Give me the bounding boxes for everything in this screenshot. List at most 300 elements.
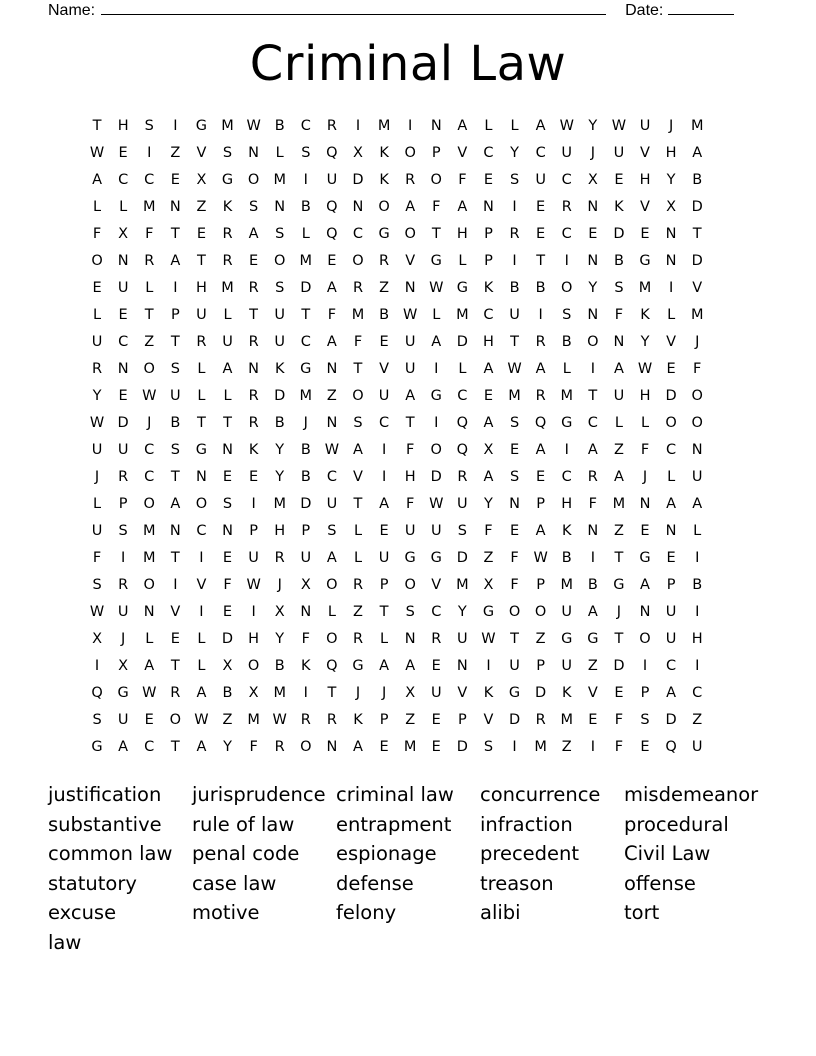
grid-letter[interactable]: G	[430, 388, 442, 404]
grid-letter[interactable]: E	[666, 361, 676, 377]
grid-letter[interactable]: A	[248, 226, 259, 242]
grid-letter[interactable]: I	[434, 361, 439, 377]
grid-letter[interactable]: K	[222, 199, 233, 215]
grid-letter[interactable]: S	[327, 523, 337, 539]
grid-letter[interactable]: V	[196, 145, 207, 161]
grid-letter[interactable]: Z	[561, 739, 572, 755]
grid-letter[interactable]: K	[301, 658, 311, 674]
grid-letter[interactable]: N	[169, 199, 181, 215]
grid-letter[interactable]: G	[378, 226, 390, 242]
grid-letter[interactable]: V	[640, 145, 650, 161]
grid-letter[interactable]: A	[457, 199, 468, 215]
grid-letter[interactable]: O	[404, 145, 416, 161]
grid-letter[interactable]: H	[248, 631, 260, 647]
grid-letter[interactable]: N	[587, 253, 599, 269]
grid-letter[interactable]: T	[431, 226, 441, 242]
grid-letter[interactable]: O	[300, 739, 312, 755]
grid-letter[interactable]: A	[170, 496, 181, 512]
grid-letter[interactable]: I	[173, 577, 178, 593]
grid-letter[interactable]: A	[587, 604, 598, 620]
grid-letter[interactable]: V	[640, 199, 650, 215]
grid-letter[interactable]: A	[692, 496, 703, 512]
grid-letter[interactable]: Q	[91, 685, 103, 701]
grid-letter[interactable]: A	[222, 361, 233, 377]
grid-letter[interactable]: V	[379, 361, 390, 377]
grid-letter[interactable]: V	[405, 253, 416, 269]
grid-letter[interactable]: W	[89, 415, 105, 431]
grid-letter[interactable]: T	[353, 496, 363, 512]
grid-letter[interactable]: O	[273, 253, 286, 269]
grid-letter[interactable]: E	[536, 199, 546, 215]
grid-letter[interactable]: Y	[588, 280, 598, 296]
grid-letter[interactable]: D	[274, 388, 286, 404]
grid-letter[interactable]: O	[534, 604, 547, 620]
grid-letter[interactable]: R	[352, 631, 364, 647]
grid-letter[interactable]: I	[590, 361, 595, 377]
grid-letter[interactable]: D	[300, 280, 312, 296]
grid-letter[interactable]: T	[92, 118, 102, 134]
grid-letter[interactable]: Y	[223, 739, 232, 755]
grid-letter[interactable]: T	[223, 415, 232, 431]
grid-letter[interactable]: M	[403, 739, 417, 755]
grid-letter[interactable]: T	[510, 631, 519, 647]
grid-letter[interactable]: F	[588, 496, 597, 512]
grid-letter[interactable]: K	[561, 685, 572, 701]
grid-letter[interactable]: I	[564, 253, 569, 269]
grid-letter[interactable]: X	[353, 145, 363, 161]
grid-letter[interactable]: C	[118, 172, 129, 188]
grid-letter[interactable]: C	[144, 442, 155, 458]
grid-letter[interactable]: H	[639, 388, 651, 404]
grid-letter[interactable]: P	[379, 577, 389, 593]
grid-letter[interactable]: Z	[692, 712, 703, 728]
grid-letter[interactable]: D	[430, 469, 442, 485]
grid-letter[interactable]: O	[326, 631, 338, 647]
grid-letter[interactable]: U	[535, 172, 546, 188]
grid-letter[interactable]: P	[118, 496, 128, 512]
grid-letter[interactable]: I	[538, 307, 543, 323]
grid-letter[interactable]: U	[457, 631, 468, 647]
grid-letter[interactable]: R	[509, 226, 520, 242]
grid-letter[interactable]: Q	[326, 658, 338, 674]
grid-letter[interactable]: M	[560, 712, 573, 728]
grid-letter[interactable]: U	[509, 307, 520, 323]
grid-letter[interactable]: M	[273, 496, 286, 512]
grid-letter[interactable]: O	[352, 388, 364, 404]
grid-letter[interactable]: N	[509, 496, 520, 512]
grid-letter[interactable]: W	[89, 145, 105, 161]
grid-letter[interactable]: F	[432, 199, 441, 215]
grid-letter[interactable]: H	[665, 145, 677, 161]
grid-letter[interactable]: Z	[353, 604, 363, 620]
grid-letter[interactable]: U	[170, 388, 181, 404]
grid-letter[interactable]: M	[560, 577, 573, 593]
grid-letter[interactable]: I	[695, 658, 700, 674]
grid-letter[interactable]: T	[170, 658, 180, 674]
grid-letter[interactable]: Y	[640, 334, 650, 350]
grid-letter[interactable]: R	[352, 280, 364, 296]
grid-letter[interactable]: F	[614, 307, 624, 323]
grid-letter[interactable]: U	[691, 739, 703, 755]
grid-letter[interactable]: G	[91, 739, 103, 755]
grid-letter[interactable]: R	[248, 334, 259, 350]
grid-letter[interactable]: L	[145, 631, 154, 647]
grid-letter[interactable]: E	[379, 334, 389, 350]
grid-letter[interactable]: N	[404, 631, 416, 647]
grid-letter[interactable]: I	[695, 550, 700, 566]
grid-letter[interactable]: N	[691, 442, 703, 458]
grid-letter[interactable]: C	[457, 388, 468, 404]
grid-letter[interactable]: C	[692, 685, 703, 701]
grid-letter[interactable]: S	[249, 199, 259, 215]
grid-letter[interactable]: B	[274, 658, 285, 674]
grid-letter[interactable]: L	[484, 118, 493, 134]
grid-letter[interactable]: A	[196, 685, 207, 701]
grid-letter[interactable]: M	[273, 685, 286, 701]
grid-letter[interactable]: K	[614, 199, 624, 215]
grid-letter[interactable]: G	[195, 118, 208, 134]
grid-letter[interactable]: V	[353, 469, 363, 485]
grid-letter[interactable]: M	[142, 199, 156, 215]
grid-letter[interactable]: U	[665, 604, 677, 620]
grid-letter[interactable]: V	[457, 145, 468, 161]
grid-letter[interactable]: C	[196, 523, 207, 539]
grid-letter[interactable]: W	[246, 118, 261, 134]
grid-letter[interactable]: V	[692, 280, 703, 296]
grid-letter[interactable]: X	[196, 172, 207, 188]
grid-letter[interactable]: Z	[144, 334, 155, 350]
grid-letter[interactable]: A	[405, 199, 416, 215]
grid-letter[interactable]: L	[93, 307, 102, 323]
grid-letter[interactable]: K	[483, 685, 494, 701]
grid-letter[interactable]: U	[117, 604, 129, 620]
grid-letter[interactable]: M	[612, 496, 626, 512]
grid-letter[interactable]: G	[430, 550, 442, 566]
grid-letter[interactable]: A	[379, 658, 390, 674]
grid-letter[interactable]: E	[640, 739, 650, 755]
grid-letter[interactable]: B	[222, 685, 233, 701]
grid-letter[interactable]: O	[326, 577, 338, 593]
grid-letter[interactable]: E	[483, 388, 494, 404]
grid-letter[interactable]: K	[248, 442, 259, 458]
grid-letter[interactable]: O	[430, 442, 442, 458]
grid-letter[interactable]: S	[170, 361, 180, 377]
grid-letter[interactable]: A	[379, 496, 390, 512]
grid-letter[interactable]: F	[458, 172, 467, 188]
grid-letter[interactable]: R	[248, 280, 259, 296]
grid-letter[interactable]: R	[326, 118, 337, 134]
grid-letter[interactable]: T	[327, 685, 337, 701]
grid-letter[interactable]: L	[380, 631, 389, 647]
grid-letter[interactable]: H	[561, 496, 573, 512]
grid-letter[interactable]: R	[535, 388, 546, 404]
grid-letter[interactable]: W	[403, 307, 418, 323]
grid-letter[interactable]: N	[639, 496, 651, 512]
grid-letter[interactable]: W	[142, 685, 157, 701]
grid-letter[interactable]: D	[117, 415, 129, 431]
grid-letter[interactable]: T	[196, 415, 206, 431]
grid-letter[interactable]: L	[667, 307, 676, 323]
grid-letter[interactable]: F	[249, 739, 258, 755]
grid-letter[interactable]: A	[483, 469, 494, 485]
grid-letter[interactable]: N	[248, 361, 260, 377]
grid-letter[interactable]: F	[223, 577, 232, 593]
grid-letter[interactable]: A	[535, 442, 546, 458]
grid-letter[interactable]: F	[614, 712, 624, 728]
grid-letter[interactable]: L	[145, 280, 154, 296]
grid-letter[interactable]: L	[458, 253, 467, 269]
grid-letter[interactable]: U	[430, 685, 442, 701]
grid-letter[interactable]: F	[614, 739, 624, 755]
grid-letter[interactable]: A	[666, 496, 677, 512]
grid-letter[interactable]: P	[536, 496, 546, 512]
grid-letter[interactable]: U	[457, 496, 468, 512]
grid-letter[interactable]: E	[196, 226, 206, 242]
grid-letter[interactable]: H	[195, 280, 207, 296]
grid-letter[interactable]: S	[509, 415, 520, 431]
grid-letter[interactable]: G	[195, 442, 208, 458]
grid-letter[interactable]: H	[117, 118, 129, 134]
grid-letter[interactable]: E	[222, 550, 233, 566]
grid-letter[interactable]: A	[587, 442, 598, 458]
grid-letter[interactable]: H	[691, 631, 703, 647]
grid-letter[interactable]: D	[456, 739, 468, 755]
grid-letter[interactable]: E	[118, 307, 128, 323]
grid-letter[interactable]: L	[353, 523, 363, 539]
grid-letter[interactable]: E	[249, 253, 259, 269]
grid-letter[interactable]: L	[197, 631, 206, 647]
grid-letter[interactable]: O	[404, 577, 416, 593]
grid-letter[interactable]: L	[562, 361, 571, 377]
grid-letter[interactable]: I	[173, 118, 178, 134]
grid-letter[interactable]: Z	[535, 631, 546, 647]
grid-letter[interactable]: K	[379, 145, 389, 161]
grid-letter[interactable]: Q	[456, 415, 469, 431]
grid-letter[interactable]: T	[170, 334, 180, 350]
grid-letter[interactable]: N	[117, 361, 129, 377]
grid-letter[interactable]: U	[561, 145, 573, 161]
grid-letter[interactable]: X	[300, 577, 311, 593]
grid-letter[interactable]: N	[195, 469, 207, 485]
grid-letter[interactable]: Y	[484, 496, 493, 512]
grid-letter[interactable]: W	[533, 550, 548, 566]
grid-letter[interactable]: F	[145, 226, 154, 242]
grid-letter[interactable]: V	[587, 685, 598, 701]
grid-letter[interactable]: F	[301, 631, 310, 647]
grid-letter[interactable]: D	[352, 172, 364, 188]
grid-letter[interactable]: G	[482, 604, 495, 620]
grid-letter[interactable]: T	[170, 739, 180, 755]
grid-letter[interactable]: C	[666, 442, 677, 458]
grid-letter[interactable]: P	[249, 523, 258, 539]
grid-letter[interactable]: C	[483, 145, 494, 161]
grid-letter[interactable]: E	[222, 604, 233, 620]
grid-letter[interactable]: D	[665, 712, 677, 728]
grid-letter[interactable]: M	[456, 307, 469, 323]
grid-letter[interactable]: J	[121, 631, 126, 647]
grid-letter[interactable]: S	[275, 280, 285, 296]
grid-letter[interactable]: G	[561, 631, 573, 647]
grid-letter[interactable]: A	[326, 280, 337, 296]
grid-letter[interactable]: U	[430, 523, 442, 539]
grid-letter[interactable]: J	[303, 415, 308, 431]
grid-letter[interactable]: C	[561, 226, 572, 242]
grid-letter[interactable]: C	[118, 334, 129, 350]
grid-letter[interactable]: M	[456, 577, 469, 593]
grid-letter[interactable]: N	[665, 523, 677, 539]
grid-letter[interactable]: S	[353, 415, 363, 431]
grid-letter[interactable]: E	[640, 226, 650, 242]
grid-letter[interactable]: O	[143, 496, 155, 512]
grid-letter[interactable]: T	[144, 307, 154, 323]
grid-letter[interactable]: I	[590, 550, 595, 566]
grid-letter[interactable]: L	[458, 361, 467, 377]
grid-letter[interactable]: N	[326, 739, 338, 755]
grid-letter[interactable]: N	[613, 334, 625, 350]
grid-letter[interactable]: U	[378, 388, 390, 404]
grid-letter[interactable]: V	[457, 685, 468, 701]
grid-letter[interactable]: U	[561, 658, 573, 674]
grid-letter[interactable]: W	[89, 604, 105, 620]
grid-letter[interactable]: L	[223, 388, 232, 404]
grid-letter[interactable]: T	[614, 631, 624, 647]
grid-letter[interactable]: J	[147, 415, 152, 431]
grid-letter[interactable]: D	[535, 685, 547, 701]
grid-letter[interactable]: K	[561, 523, 572, 539]
grid-letter[interactable]: N	[665, 253, 677, 269]
grid-letter[interactable]: X	[118, 658, 129, 674]
grid-letter[interactable]: Q	[534, 415, 547, 431]
grid-letter[interactable]: R	[118, 577, 129, 593]
grid-letter[interactable]: T	[170, 469, 180, 485]
grid-letter[interactable]: E	[536, 226, 546, 242]
grid-letter[interactable]: H	[483, 334, 494, 350]
grid-letter[interactable]: F	[406, 442, 415, 458]
grid-letter[interactable]: E	[666, 550, 676, 566]
grid-letter[interactable]: A	[613, 469, 624, 485]
grid-letter[interactable]: F	[406, 496, 415, 512]
grid-letter[interactable]: A	[405, 658, 416, 674]
grid-letter[interactable]: A	[457, 118, 468, 134]
grid-letter[interactable]: D	[691, 253, 703, 269]
grid-letter[interactable]: P	[457, 712, 467, 728]
grid-letter[interactable]: A	[666, 685, 677, 701]
grid-letter[interactable]: X	[483, 577, 494, 593]
grid-letter[interactable]: V	[170, 604, 181, 620]
grid-letter[interactable]: I	[512, 253, 517, 269]
grid-letter[interactable]: M	[221, 280, 234, 296]
grid-letter[interactable]: D	[300, 496, 312, 512]
grid-letter[interactable]: Y	[666, 172, 676, 188]
grid-letter[interactable]: M	[508, 388, 521, 404]
grid-letter[interactable]: Y	[275, 442, 285, 458]
grid-letter[interactable]: M	[638, 280, 652, 296]
grid-letter[interactable]: J	[94, 469, 100, 485]
grid-letter[interactable]: S	[405, 604, 415, 620]
grid-letter[interactable]: J	[695, 334, 700, 350]
grid-letter[interactable]: K	[379, 172, 389, 188]
grid-letter[interactable]: V	[666, 334, 677, 350]
grid-letter[interactable]: N	[587, 307, 599, 323]
grid-letter[interactable]: E	[509, 523, 520, 539]
grid-letter[interactable]: B	[274, 415, 285, 431]
grid-letter[interactable]: D	[508, 712, 521, 728]
grid-letter[interactable]: O	[143, 577, 155, 593]
grid-letter[interactable]: V	[483, 712, 494, 728]
grid-letter[interactable]: G	[508, 685, 521, 701]
grid-letter[interactable]: N	[117, 253, 129, 269]
grid-letter[interactable]: I	[121, 550, 126, 566]
grid-letter[interactable]: I	[695, 604, 700, 620]
grid-letter[interactable]: M	[299, 253, 313, 269]
grid-letter[interactable]: G	[639, 550, 651, 566]
grid-letter[interactable]: Y	[457, 604, 467, 620]
grid-letter[interactable]: N	[639, 604, 651, 620]
grid-letter[interactable]: N	[430, 118, 442, 134]
grid-letter[interactable]: D	[665, 388, 677, 404]
grid-letter[interactable]: T	[301, 307, 311, 323]
grid-letter[interactable]: O	[169, 712, 182, 728]
grid-letter[interactable]: Y	[275, 631, 285, 647]
grid-letter[interactable]: Z	[405, 712, 416, 728]
date-line[interactable]	[668, 0, 734, 15]
grid-letter[interactable]: Y	[588, 118, 598, 134]
grid-letter[interactable]: C	[561, 469, 572, 485]
grid-letter[interactable]: U	[639, 118, 651, 134]
grid-letter[interactable]: T	[249, 307, 259, 323]
grid-letter[interactable]: U	[326, 496, 338, 512]
grid-letter[interactable]: F	[327, 307, 337, 323]
grid-letter[interactable]: S	[301, 145, 311, 161]
grid-letter[interactable]: S	[640, 712, 650, 728]
grid-letter[interactable]: G	[561, 415, 573, 431]
grid-letter[interactable]: Z	[326, 388, 337, 404]
grid-letter[interactable]: A	[483, 415, 494, 431]
grid-letter[interactable]: L	[640, 415, 650, 431]
grid-letter[interactable]: L	[432, 307, 441, 323]
grid-letter[interactable]: L	[327, 604, 336, 620]
grid-letter[interactable]: U	[91, 523, 103, 539]
grid-letter[interactable]: A	[92, 172, 102, 188]
grid-letter[interactable]: I	[303, 172, 308, 188]
grid-letter[interactable]: U	[117, 712, 129, 728]
grid-letter[interactable]: B	[300, 469, 311, 485]
grid-letter[interactable]: G	[639, 253, 651, 269]
grid-letter[interactable]: R	[274, 550, 285, 566]
grid-letter[interactable]: Z	[483, 550, 494, 566]
grid-letter[interactable]: U	[91, 442, 103, 458]
grid-letter[interactable]: S	[275, 226, 285, 242]
grid-letter[interactable]: Z	[379, 280, 390, 296]
grid-letter[interactable]: U	[691, 469, 703, 485]
grid-letter[interactable]: O	[639, 631, 651, 647]
grid-letter[interactable]: A	[535, 361, 546, 377]
grid-letter[interactable]: X	[587, 172, 598, 188]
grid-letter[interactable]: S	[92, 577, 102, 593]
grid-letter[interactable]: X	[405, 685, 416, 701]
grid-letter[interactable]: B	[561, 550, 572, 566]
grid-letter[interactable]: U	[248, 550, 259, 566]
grid-letter[interactable]: I	[199, 604, 204, 620]
grid-letter[interactable]: F	[92, 550, 102, 566]
grid-letter[interactable]: A	[692, 145, 703, 161]
grid-letter[interactable]: E	[431, 658, 441, 674]
grid-letter[interactable]: D	[613, 658, 625, 674]
grid-letter[interactable]: N	[274, 199, 286, 215]
grid-letter[interactable]: S	[144, 118, 154, 134]
grid-letter[interactable]: E	[614, 172, 624, 188]
grid-letter[interactable]: C	[300, 334, 311, 350]
